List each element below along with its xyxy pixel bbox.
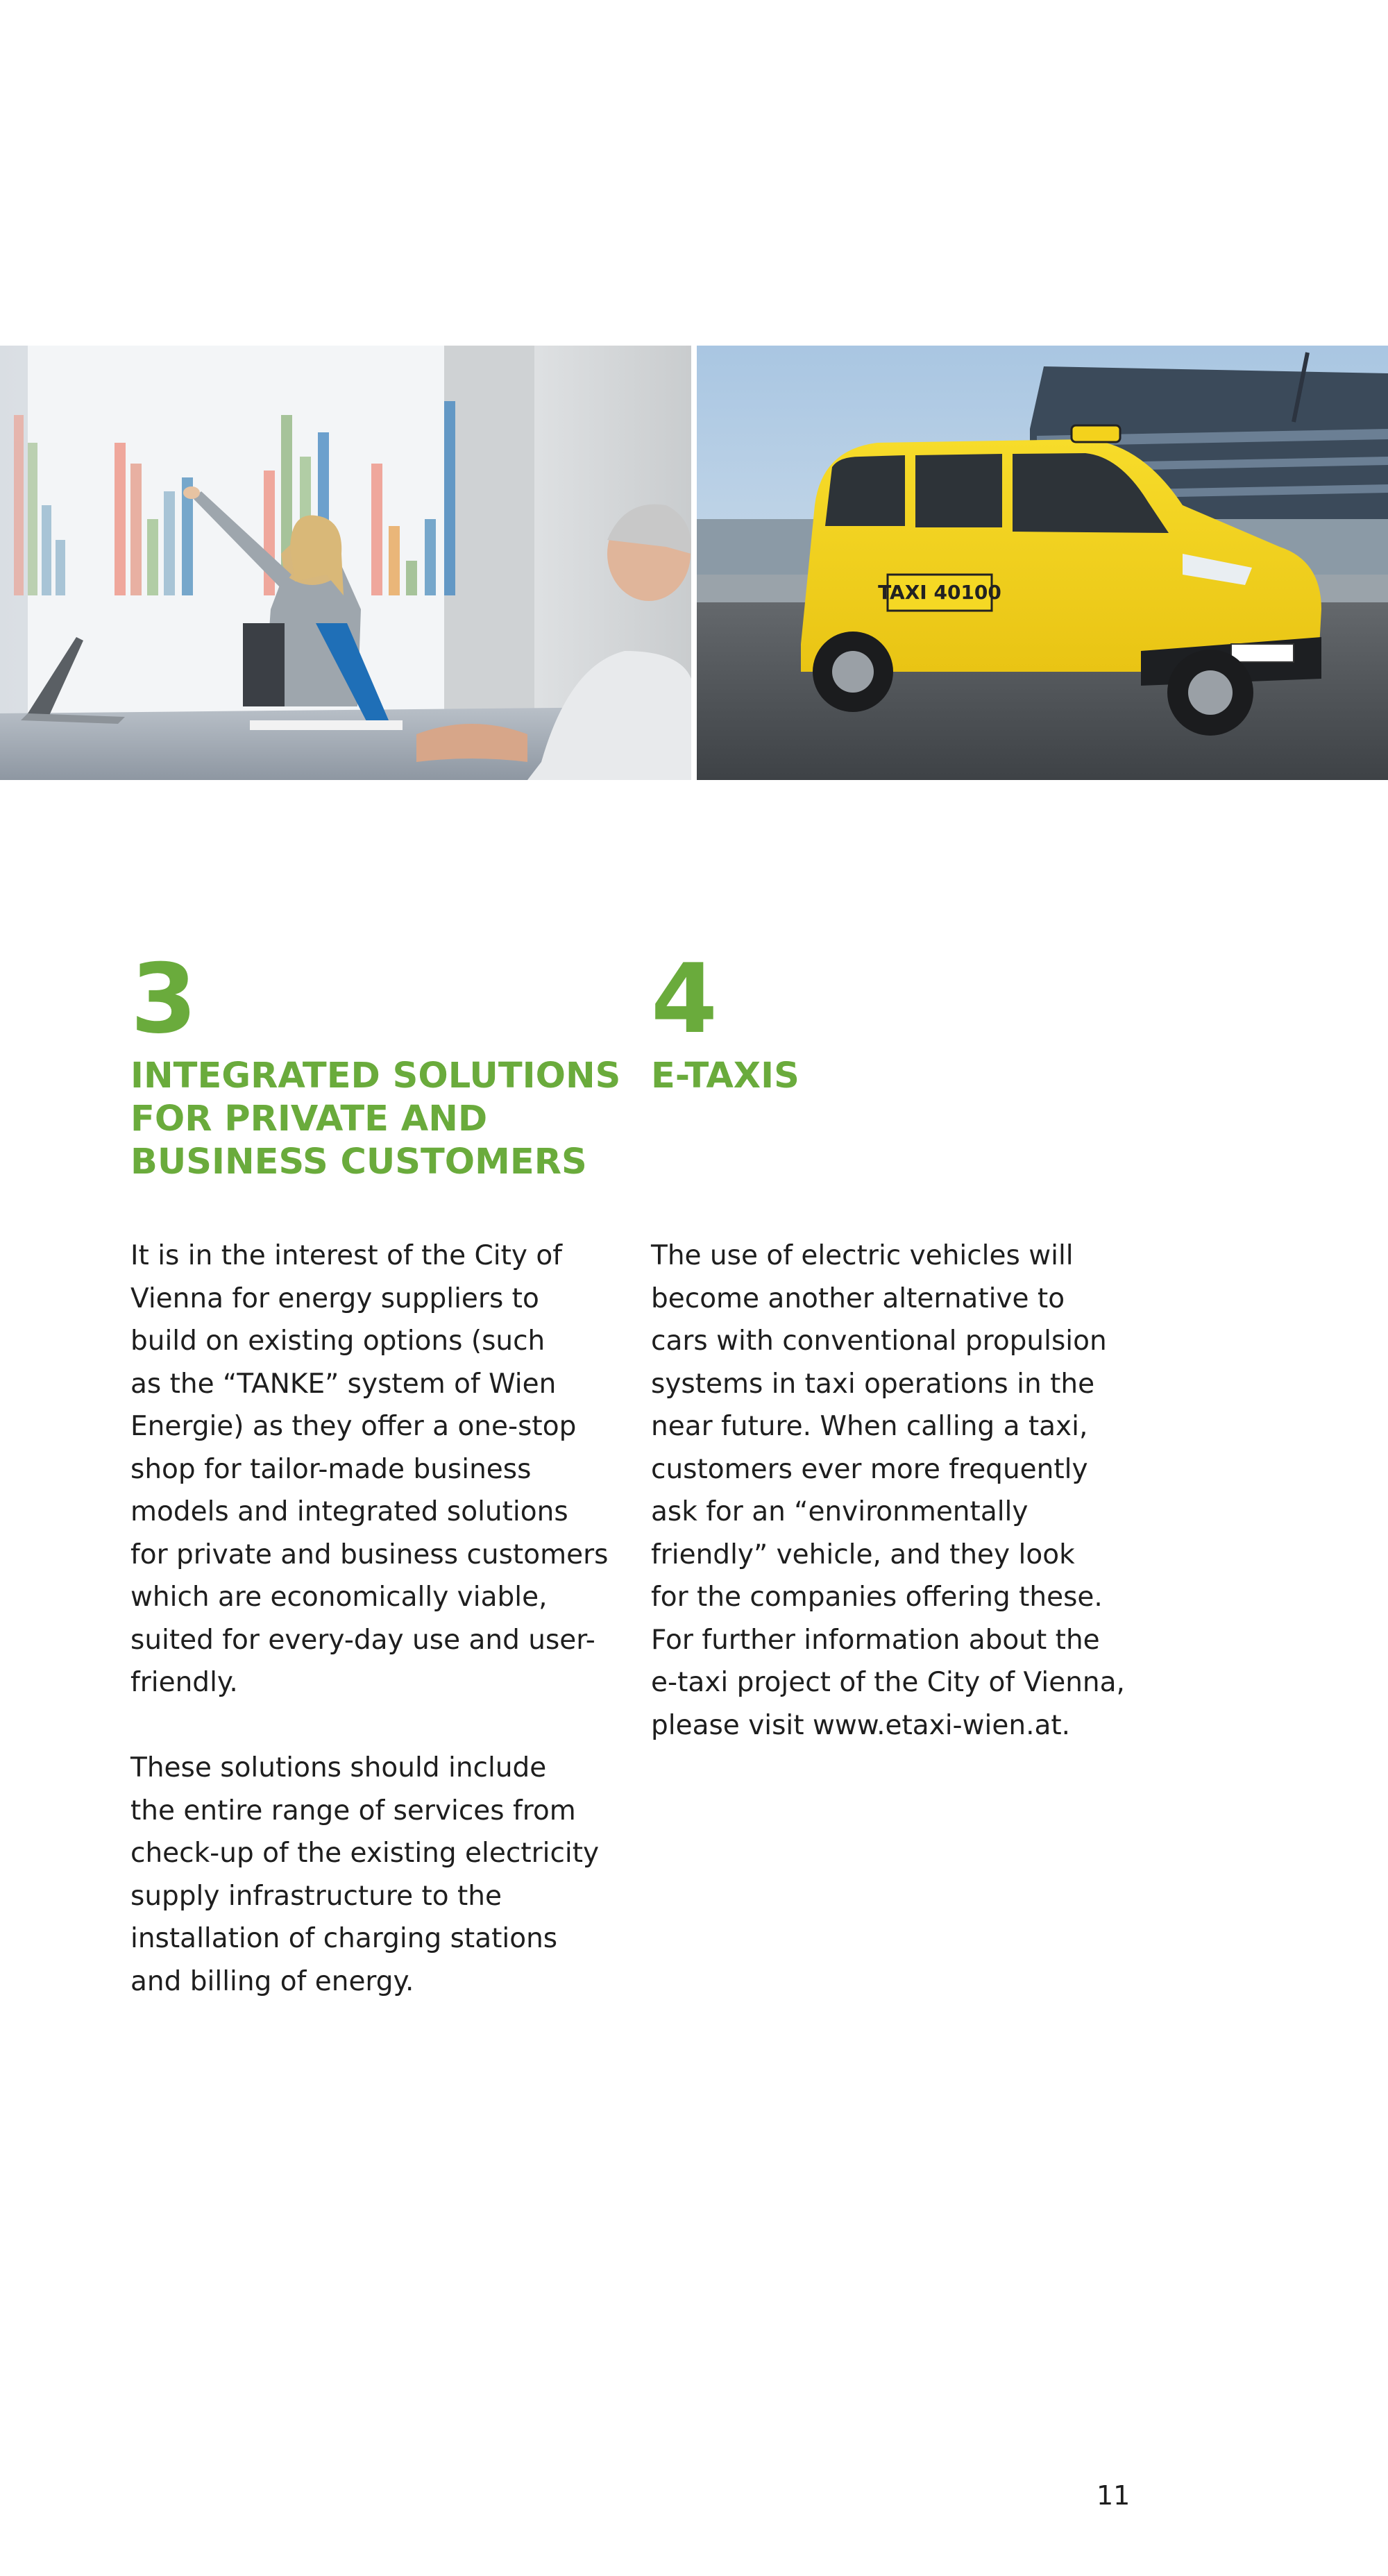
paragraph-line: models and integrated solutions (130, 1496, 568, 1527)
paragraph-line: for the companies offering these. (651, 1582, 1103, 1613)
heading-line: E-TAXIS (651, 1056, 799, 1096)
paragraph-line: supply infrastructure to the (130, 1880, 502, 1912)
paragraph-line: for private and business customers (130, 1539, 609, 1570)
paragraph-line: systems in taxi operations in the (651, 1368, 1095, 1400)
presentation-photo (0, 346, 691, 780)
paragraph-line: Vienna for energy suppliers to (130, 1282, 539, 1314)
section-4-header (651, 943, 1137, 1098)
paragraph-line: friendly. (130, 1667, 238, 1698)
paragraph-line: installation of charging stations (130, 1923, 558, 1954)
paragraph-line: check-up of the existing electricity (130, 1838, 600, 1869)
taxi-sign-text: TAXI 40100 (878, 581, 1001, 604)
presentation-illustration (0, 346, 691, 780)
paragraph-line: ask for an “environmentally (651, 1496, 1029, 1527)
paragraph-line: shop for tailor-made business (130, 1453, 532, 1485)
heading-line: INTEGRATED SOLUTIONS (130, 1056, 621, 1096)
paragraph-line: The use of electric vehicles will (651, 1240, 1074, 1271)
paragraph-line: which are economically viable, (130, 1582, 548, 1613)
paragraph-line: the entire range of services from (130, 1795, 576, 1827)
paragraph-line: become another alternative to (651, 1282, 1065, 1314)
heading-line: FOR PRIVATE AND (130, 1099, 488, 1139)
heading-line: BUSINESS CUSTOMERS (130, 1142, 587, 1183)
paragraph-line: friendly” vehicle, and they look (651, 1539, 1075, 1570)
paragraph-line: as the “TANKE” system of Wien (130, 1368, 557, 1400)
section-heading (130, 1055, 621, 1184)
paragraph-line: For further information about the (651, 1624, 1100, 1656)
taxi-photo (697, 346, 1388, 780)
page-number: 11 (1097, 2480, 1131, 2511)
section-4-body (651, 1235, 1125, 1747)
paragraph-line: and billing of energy. (130, 1965, 414, 1997)
section-3-header (130, 943, 621, 1184)
paragraph-line: near future. When calling a taxi, (651, 1411, 1088, 1442)
paragraph-line: customers ever more frequently (651, 1453, 1088, 1485)
section-heading (651, 1055, 1137, 1098)
paragraph-line: please visit www.etaxi-wien.at. (651, 1709, 1071, 1741)
taxi-illustration (697, 346, 1388, 780)
section-number: 3 (130, 943, 196, 1055)
paragraph-line: These solutions should include (130, 1752, 547, 1783)
paragraph-line: cars with conventional propulsion (651, 1325, 1107, 1357)
paragraph-line: build on existing options (such (130, 1325, 545, 1357)
paragraph-line: e-taxi project of the City of Vienna, (651, 1667, 1125, 1698)
section-3-body (130, 1235, 608, 2003)
section-number: 4 (651, 943, 717, 1055)
paragraph-line: It is in the interest of the City of (130, 1240, 562, 1271)
paragraph-line: suited for every-day use and user- (130, 1624, 595, 1656)
paragraph-line: Energie) as they offer a one-stop (130, 1411, 577, 1442)
